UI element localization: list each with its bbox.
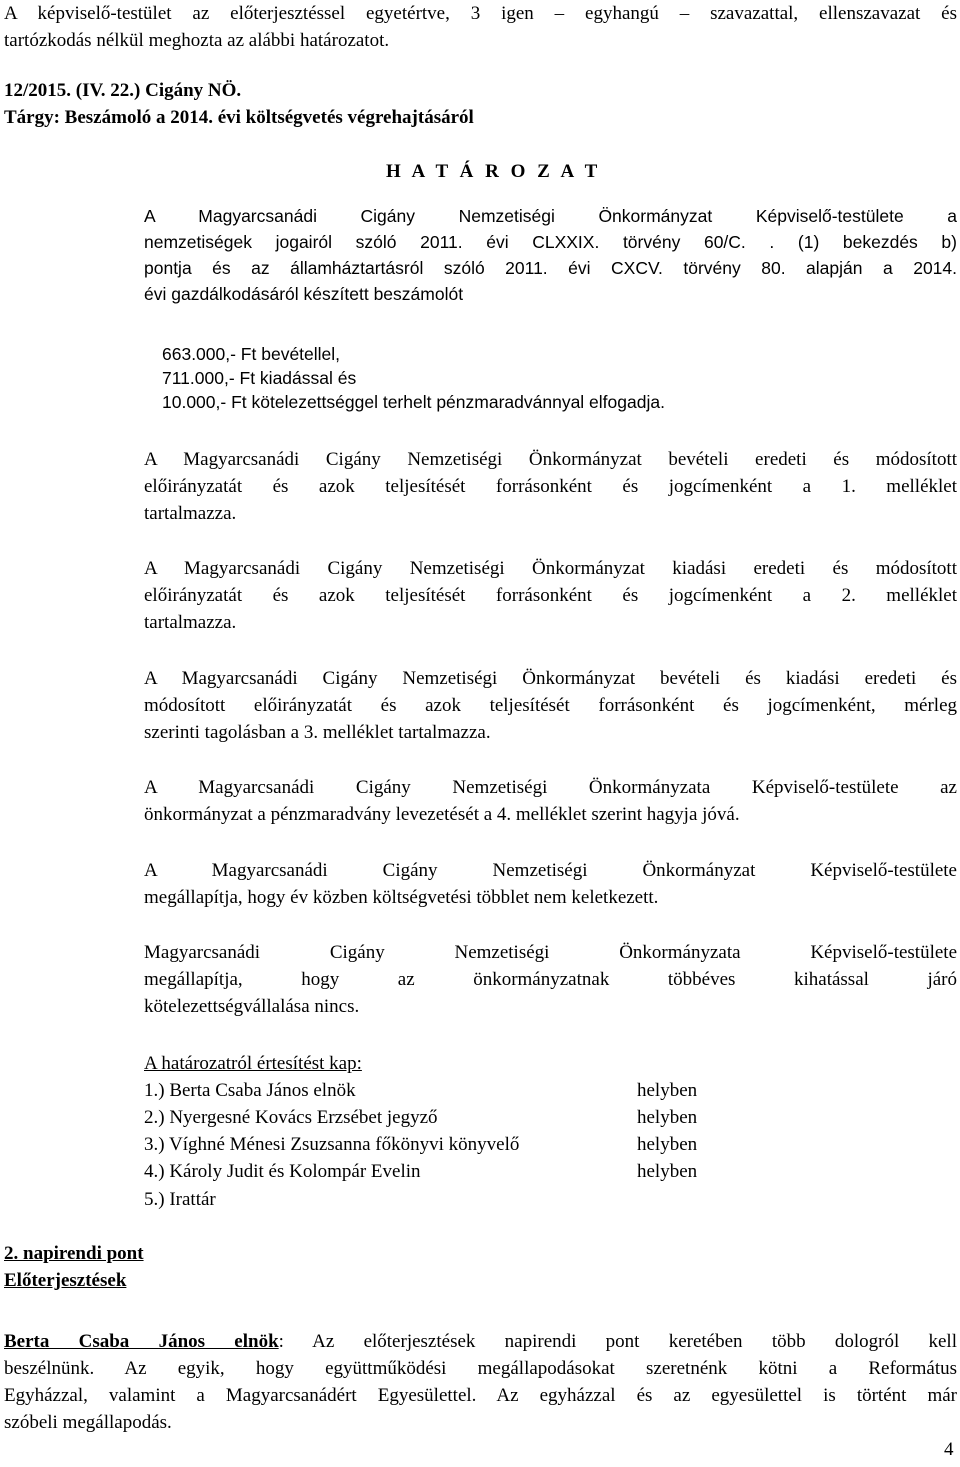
recipient-name: 3.) Víghné Ménesi Zsuzsanna főkönyvi könyvelő: [144, 1134, 520, 1155]
recipient-place: helyben: [637, 1134, 698, 1155]
recipient-place: helyben: [637, 1161, 698, 1182]
paragraph-commitments: [144, 939, 957, 1020]
paragraph-residual: [144, 774, 957, 828]
intro-line: tartózkodás nélkül meghozta az alábbi határozatot.: [4, 30, 390, 51]
speech-line: Egyházzal, valamint a Magyarcsanádért Egyesülettel. Az egyházzal és az egyesülettel is történt már: [4, 1385, 957, 1406]
paragraph-line: A Magyarcsanádi Cigány Nemzetiségi Önkormányzata Képviselő-testülete az: [144, 777, 957, 798]
preamble-line: nemzetiségek jogairól szóló 2011. évi CLXXIX. törvény 60/C. . (1) bekezdés b): [144, 232, 957, 252]
speech-text: : Az előterjesztések napirendi pont keretében több dologról kell: [278, 1331, 957, 1352]
amount-expense: 711.000,- Ft kiadással és: [162, 368, 357, 388]
speech-paragraph: [4, 1328, 957, 1436]
paragraph-expense: [144, 555, 957, 636]
recipient-row: [144, 1158, 744, 1185]
recipient-name: 4.) Károly Judit és Kolompár Evelin: [144, 1161, 421, 1182]
intro-line: A képviselő-testület az előterjesztéssel egyetértve, 3 igen – egyhangú – szavazattal, ellenszavazat és: [4, 3, 957, 24]
notify-heading: A határozatról értesítést kap:: [144, 1053, 362, 1074]
page-number: 4: [944, 1439, 954, 1460]
recipient-row: [144, 1104, 744, 1131]
preamble-line: évi gazdálkodásáról készített beszámolót: [144, 284, 464, 304]
paragraph-surplus: [144, 857, 957, 911]
paragraph-income: [144, 446, 957, 527]
preamble-line: A Magyarcsanádi Cigány Nemzetiségi Önkormányzat Képviselő-testülete a: [144, 206, 957, 226]
recipient-place: helyben: [637, 1107, 698, 1128]
recipient-name: 1.) Berta Csaba János elnök: [144, 1080, 356, 1101]
recipient-name: 5.) Irattár: [144, 1189, 216, 1210]
paragraph-line: előirányzatát és azok teljesítését forrásonként és jogcímenként a 1. melléklet: [144, 476, 957, 497]
recipient-place: helyben: [637, 1080, 698, 1101]
speaker-name: Berta Csaba János elnök: [4, 1331, 279, 1352]
paragraph-line: A Magyarcsanádi Cigány Nemzetiségi Önkormányzat bevételi és kiadási eredeti és: [144, 668, 957, 689]
recipient-row: [144, 1077, 744, 1104]
agenda-item: 2. napirendi pont: [4, 1243, 144, 1264]
paragraph-line: önkormányzat a pénzmaradvány levezetését a 4. melléklet szerint hagyja jóvá.: [144, 804, 740, 825]
paragraph-balance: [144, 665, 957, 746]
paragraph-line: megállapítja, hogy az önkormányzatnak többéves kihatással járó: [144, 969, 957, 990]
paragraph-line: módosított előirányzatát és azok teljesítését forrásonként és jogcímenként, mérleg: [144, 695, 957, 716]
paragraph-line: A Magyarcsanádi Cigány Nemzetiségi Önkormányzat kiadási eredeti és módosított: [144, 558, 957, 579]
speech-line: beszélnünk. Az egyik, hogy együttműködési megállapodásokat szeretnénk kötni a Református: [4, 1358, 957, 1379]
preamble-paragraph: [144, 203, 957, 307]
paragraph-line: tartalmazza.: [144, 612, 237, 633]
paragraph-line: kötelezettségvállalása nincs.: [144, 996, 360, 1017]
paragraph-line: A Magyarcsanádi Cigány Nemzetiségi Önkormányzat Képviselő-testülete: [144, 860, 957, 881]
preamble-line: pontja és az államháztartásról szóló 2011. évi CXCV. törvény 80. alapján a 2014.: [144, 258, 957, 278]
recipient-name: 2.) Nyergesné Kovács Erzsébet jegyző: [144, 1107, 438, 1128]
resolution-subject: Tárgy: Beszámoló a 2014. évi költségvetés végrehajtásáról: [4, 107, 474, 128]
paragraph-line: szerinti tagolásban a 3. melléklet tartalmazza.: [144, 722, 491, 743]
recipient-row: [144, 1131, 744, 1158]
paragraph-line: előirányzatát és azok teljesítését forrásonként és jogcímenként a 2. melléklet: [144, 585, 957, 606]
agenda-title: Előterjesztések: [4, 1270, 127, 1291]
paragraph-line: tartalmazza.: [144, 503, 237, 524]
recipient-row: [144, 1186, 744, 1213]
amount-obligation: 10.000,- Ft kötelezettséggel terhelt pénzmaradvánnyal elfogadja.: [162, 392, 665, 412]
intro-paragraph: [4, 0, 957, 54]
paragraph-line: A Magyarcsanádi Cigány Nemzetiségi Önkormányzat bevételi eredeti és módosított: [144, 449, 957, 470]
paragraph-line: megállapítja, hogy év közben költségvetési többlet nem keletkezett.: [144, 887, 659, 908]
speech-line: szóbeli megállapodás.: [4, 1412, 172, 1433]
paragraph-line: Magyarcsanádi Cigány Nemzetiségi Önkormányzata Képviselő-testülete: [144, 942, 957, 963]
speech-first-line: [4, 1328, 957, 1355]
amount-income: 663.000,- Ft bevétellel,: [162, 344, 341, 364]
resolution-heading: H A T Á R O Z A T: [386, 161, 601, 182]
resolution-number: 12/2015. (IV. 22.) Cigány NÖ.: [4, 80, 242, 101]
